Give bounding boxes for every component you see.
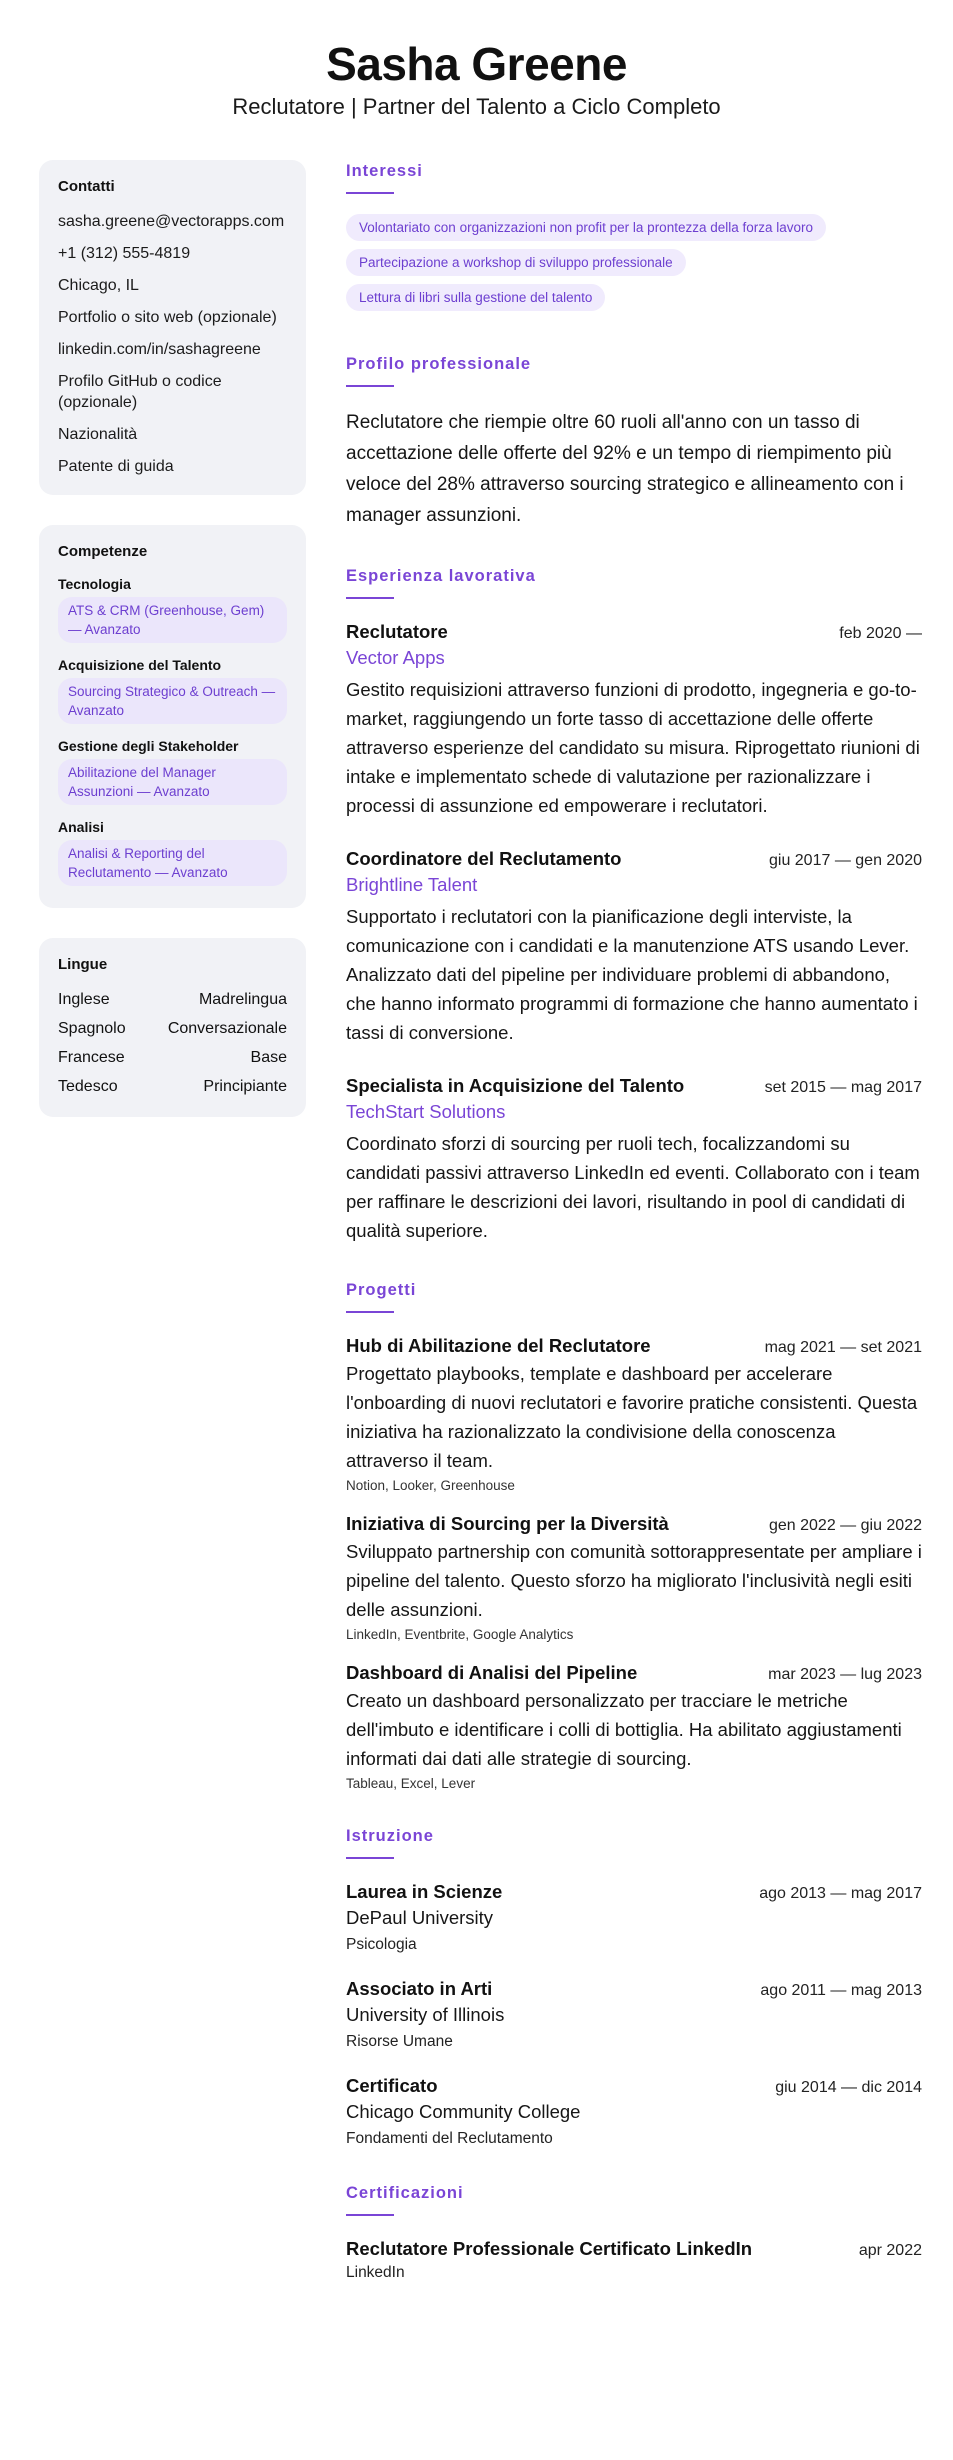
languages-title: Lingue	[58, 956, 108, 973]
profile-section	[346, 353, 922, 531]
skill-name: Gestione degli Stakeholder	[58, 738, 239, 754]
job-date: set 2015 — mag 2017	[764, 1079, 922, 1096]
company-name: Vector Apps	[346, 647, 445, 668]
job-description: Supportato i reclutatori con la pianificazione degli interviste, la comunicazione con i candidati e la manutenzione ATS usando Lever. Analizzato dati del pipeline per individuare problemi di abbandono, che hanno informato programmi di formazione che hanno aumentato i tassi di conversione.	[346, 906, 918, 1043]
contacts-card	[39, 160, 306, 495]
skills-title: Competenze	[58, 543, 148, 560]
contact-license: Patente di guida	[58, 458, 174, 475]
section-divider	[346, 192, 394, 194]
experience-entry	[346, 846, 922, 1047]
skill-pill: Analisi & Reporting del Reclutamento — Avanzato	[58, 840, 287, 886]
school-name: Chicago Community College	[346, 2101, 581, 2122]
certifications-section	[346, 2182, 922, 2282]
company-name: Brightline Talent	[346, 874, 478, 895]
section-title: Interessi	[346, 162, 423, 180]
skill-group	[58, 657, 287, 724]
profile-summary: Reclutatore che riempie oltre 60 ruoli all'anno con un tasso di accettazione delle offerte del 92% e un tempo di riempimento più veloce del 28% attraverso sourcing strategico e allineamento con i manager assunzioni.	[346, 412, 904, 526]
sidebar	[39, 160, 306, 1117]
project-entry	[346, 1333, 922, 1493]
degree-name: Laurea in Scienze	[346, 1881, 503, 1902]
contact-email[interactable]: sasha.greene@vectorapps.com	[58, 213, 285, 230]
skills-card	[39, 525, 306, 908]
contact-location: Chicago, IL	[58, 277, 139, 294]
contact-nationality: Nazionalità	[58, 426, 138, 443]
job-title: Reclutatore	[346, 621, 448, 642]
contact-portfolio: Portfolio o sito web (opzionale)	[58, 309, 277, 326]
certification-issuer: LinkedIn	[346, 2264, 405, 2281]
language-name: Tedesco	[58, 1078, 118, 1095]
project-tech: LinkedIn, Eventbrite, Google Analytics	[346, 1627, 574, 1642]
candidate-subtitle: Reclutatore | Partner del Talento a Ciclo Completo	[232, 94, 721, 119]
company-name: TechStart Solutions	[346, 1101, 506, 1122]
language-row	[58, 1076, 287, 1097]
interests-section	[346, 160, 922, 319]
language-row	[58, 1018, 287, 1039]
education-date: ago 2013 — mag 2017	[759, 1885, 922, 1902]
contact-phone[interactable]: +1 (312) 555-4819	[58, 245, 191, 262]
project-name: Dashboard di Analisi del Pipeline	[346, 1662, 638, 1683]
education-entry	[346, 1879, 922, 1954]
project-date: gen 2022 — giu 2022	[768, 1517, 922, 1534]
language-level: Principiante	[203, 1078, 287, 1095]
projects-section	[346, 1279, 922, 1791]
language-name: Inglese	[58, 991, 110, 1008]
education-date: ago 2011 — mag 2013	[760, 1982, 922, 1999]
skill-group	[58, 819, 287, 886]
project-tech: Tableau, Excel, Lever	[346, 1776, 476, 1791]
project-name: Iniziativa di Sourcing per la Diversità	[346, 1513, 669, 1534]
language-level: Base	[250, 1049, 287, 1066]
education-date: giu 2014 — dic 2014	[775, 2079, 922, 2096]
field-of-study: Fondamenti del Reclutamento	[346, 2130, 553, 2147]
interests-list	[346, 214, 922, 319]
project-date: mar 2023 — lug 2023	[768, 1666, 922, 1683]
experience-entry	[346, 619, 922, 820]
candidate-name: Sasha Greene	[326, 38, 627, 90]
contact-github: Profilo GitHub o codice (opzionale)	[58, 373, 222, 411]
project-description: Sviluppato partnership con comunità sottorappresentate per ampliare i pipeline del talento. Questo sforzo ha migliorato l'inclusività negli esiti delle assunzioni.	[346, 1541, 922, 1620]
job-date: giu 2017 — gen 2020	[768, 852, 922, 869]
language-level: Conversazionale	[167, 1020, 287, 1037]
section-divider	[346, 2214, 394, 2216]
section-title: Profilo professionale	[346, 355, 532, 373]
languages-card	[39, 938, 306, 1117]
skill-pill: Sourcing Strategico & Outreach — Avanzato	[58, 678, 287, 724]
skill-name: Acquisizione del Talento	[58, 657, 222, 673]
contact-linkedin[interactable]: linkedin.com/in/sashagreene	[58, 341, 261, 358]
skill-group	[58, 738, 287, 805]
main-column	[346, 160, 922, 2316]
certification-entry	[346, 2236, 922, 2282]
degree-name: Certificato	[346, 2075, 438, 2096]
project-entry	[346, 1660, 922, 1791]
education-entry	[346, 1976, 922, 2051]
project-name: Hub di Abilitazione del Reclutatore	[346, 1335, 651, 1356]
project-tech: Notion, Looker, Greenhouse	[346, 1478, 515, 1493]
experience-section	[346, 565, 922, 1245]
contacts-title: Contatti	[58, 178, 115, 195]
job-title: Coordinatore del Reclutamento	[346, 848, 622, 869]
section-title: Istruzione	[346, 1827, 434, 1845]
interest-pill: Partecipazione a workshop di sviluppo professionale	[346, 249, 686, 276]
section-title: Progetti	[346, 1281, 417, 1299]
section-divider	[346, 597, 394, 599]
section-divider	[346, 1311, 394, 1313]
job-date: feb 2020 —	[839, 625, 922, 642]
language-row	[58, 989, 287, 1010]
skill-pill: Abilitazione del Manager Assunzioni — Avanzato	[58, 759, 287, 805]
job-description: Coordinato sforzi di sourcing per ruoli tech, focalizzandomi su candidati passivi attraverso LinkedIn ed eventi. Collaborato con i team per raffinare le descrizioni dei lavori, risultando in pool di candidati di qualità superiore.	[346, 1133, 920, 1241]
project-entry	[346, 1511, 922, 1642]
section-title: Esperienza lavorativa	[346, 567, 536, 585]
skill-group	[58, 576, 287, 643]
project-date: mag 2021 — set 2021	[764, 1339, 922, 1356]
project-description: Progettato playbooks, template e dashboard per accelerare l'onboarding di nuovi reclutatori e favorire pratiche consistenti. Questa iniziativa ha razionalizzato la condivisione della conoscenza attraverso il team.	[346, 1363, 918, 1471]
experience-entry	[346, 1073, 922, 1245]
job-title: Specialista in Acquisizione del Talento	[346, 1075, 685, 1096]
field-of-study: Psicologia	[346, 1936, 417, 1953]
interest-pill: Volontariato con organizzazioni non profit per la prontezza della forza lavoro	[346, 214, 826, 241]
degree-name: Associato in Arti	[346, 1978, 493, 1999]
interest-pill: Lettura di libri sulla gestione del talento	[346, 284, 605, 311]
language-row	[58, 1047, 287, 1068]
section-divider	[346, 385, 394, 387]
resume-header	[0, 0, 953, 120]
field-of-study: Risorse Umane	[346, 2033, 453, 2050]
school-name: DePaul University	[346, 1907, 494, 1928]
language-level: Madrelingua	[198, 991, 287, 1008]
language-name: Francese	[58, 1049, 125, 1066]
skill-name: Analisi	[58, 819, 104, 835]
skill-pill: ATS & CRM (Greenhouse, Gem) — Avanzato	[58, 597, 287, 643]
certification-name: Reclutatore Professionale Certificato LinkedIn	[346, 2238, 753, 2259]
certification-date: apr 2022	[858, 2242, 922, 2259]
language-name: Spagnolo	[58, 1020, 126, 1037]
project-description: Creato un dashboard personalizzato per tracciare le metriche dell'imbuto e identificare i colli di bottiglia. Ha abilitato aggiustamenti informati dai dati alle strategie di sourcing.	[346, 1690, 902, 1769]
education-entry	[346, 2073, 922, 2148]
school-name: University of Illinois	[346, 2004, 505, 2025]
section-divider	[346, 1857, 394, 1859]
skill-name: Tecnologia	[58, 576, 131, 592]
section-title: Certificazioni	[346, 2184, 464, 2202]
education-section	[346, 1825, 922, 2148]
job-description: Gestito requisizioni attraverso funzioni di prodotto, ingegneria e go-to-market, raggiungendo un forte tasso di accettazione delle offerte attraverso esperienze del candidato su misura. Riprogettato riunioni di intake e implementato schede di valutazione per razionalizzare i processi di assunzione ed empowerare i reclutatori.	[346, 679, 920, 816]
